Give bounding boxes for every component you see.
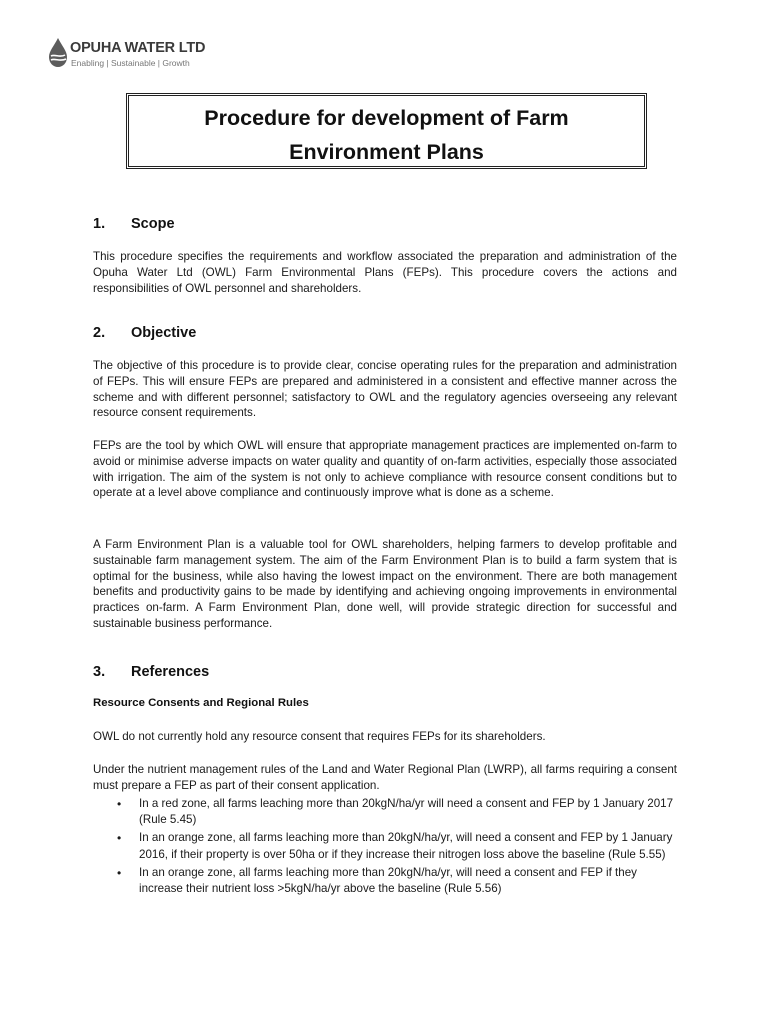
document-title [129, 101, 644, 169]
list-item [93, 830, 677, 862]
references-subheading: Resource Consents and Regional Rules [93, 697, 309, 709]
objective-paragraph-3: A Farm Environment Plan is a valuable tool for OWL shareholders, helping farmers to develop profitable and sustainable farm management system. The aim of the Farm Environment Plan is to build a farm system that is optimal for the business, while also having the lowest impact on the environment. There are both management benefits and productivity gains to be made by identifying and achieving ongoing improvements in environmental practices on-farm. A Farm Environment Plan, done well, will provide strategic direction for successful and sustainable business performance. [93, 538, 677, 630]
section-heading-references [93, 664, 209, 680]
section-title: Objective [131, 325, 197, 341]
references-paragraph-2: Under the nutrient management rules of the Land and Water Regional Plan (LWRP), all farms requiring a consent must prepare a FEP as part of their consent application. [93, 763, 677, 792]
logo-company-name: OPUHA WATER LTD [70, 40, 206, 56]
section-title: Scope [131, 216, 175, 232]
bullet-icon: • [117, 797, 122, 811]
title-line-2: Environment Plans [289, 140, 484, 164]
section-title: References [131, 664, 210, 680]
list-item-text: In an orange zone, all farms leaching more than 20kgN/ha/yr, will need a consent and FEP if they increase their nutrient loss >5kgN/ha/yr above the baseline (Rule 5.56) [139, 865, 637, 896]
references-paragraph-1: OWL do not currently hold any resource consent that requires FEPs for its shareholders. [93, 730, 546, 743]
company-logo [45, 36, 215, 76]
title-box [126, 93, 647, 169]
objective-paragraph-1: The objective of this procedure is to provide clear, concise operating rules for the preparation and administration of FEPs. This will ensure FEPs are prepared and administered in a consistent and effective manner across the scheme and with different personnel; satisfactory to OWL and the regulatory agencies overseeing any relevant resource consent requirements. [93, 359, 677, 420]
water-drop-logo-icon [45, 36, 71, 70]
objective-paragraph-2: FEPs are the tool by which OWL will ensure that appropriate management practices are implemented on-farm to avoid or minimise adverse impacts on water quality and quantity of on-farm activities, especially those associated with irrigation. The aim of the system is not only to achieve compliance with resource consent conditions but to operate at a level above compliance and continuously improve what is done as a scheme. [93, 439, 677, 500]
section-heading-scope [93, 216, 175, 232]
list-item [93, 796, 677, 828]
section-number: 1. [93, 216, 106, 232]
rules-bullet-list [93, 796, 677, 899]
bullet-icon: • [117, 831, 122, 846]
section-heading-objective [93, 325, 196, 341]
list-item-text: In a red zone, all farms leaching more than 20kgN/ha/yr will need a consent and FEP by 1 January 2017 (Rule 5.45) [139, 797, 674, 827]
section-number: 3. [93, 664, 106, 680]
bullet-icon: • [117, 865, 122, 880]
section-number: 2. [93, 325, 106, 341]
list-item [93, 865, 677, 897]
title-line-1: Procedure for development of Farm [204, 106, 569, 130]
list-item-text: In an orange zone, all farms leaching more than 20kgN/ha/yr, will need a consent and FEP by 1 January 2016, if their property is over 50ha or if they increase their nitrogen loss above the baseline (Rule 5.55) [139, 831, 673, 861]
scope-paragraph: This procedure specifies the requirements and workflow associated the preparation and administration of the Opuha Water Ltd (OWL) Farm Environmental Plans (FEPs). This procedure covers the actions and responsibilities of OWL personnel and shareholders. [93, 250, 677, 295]
logo-tagline: Enabling | Sustainable | Growth [71, 58, 190, 68]
